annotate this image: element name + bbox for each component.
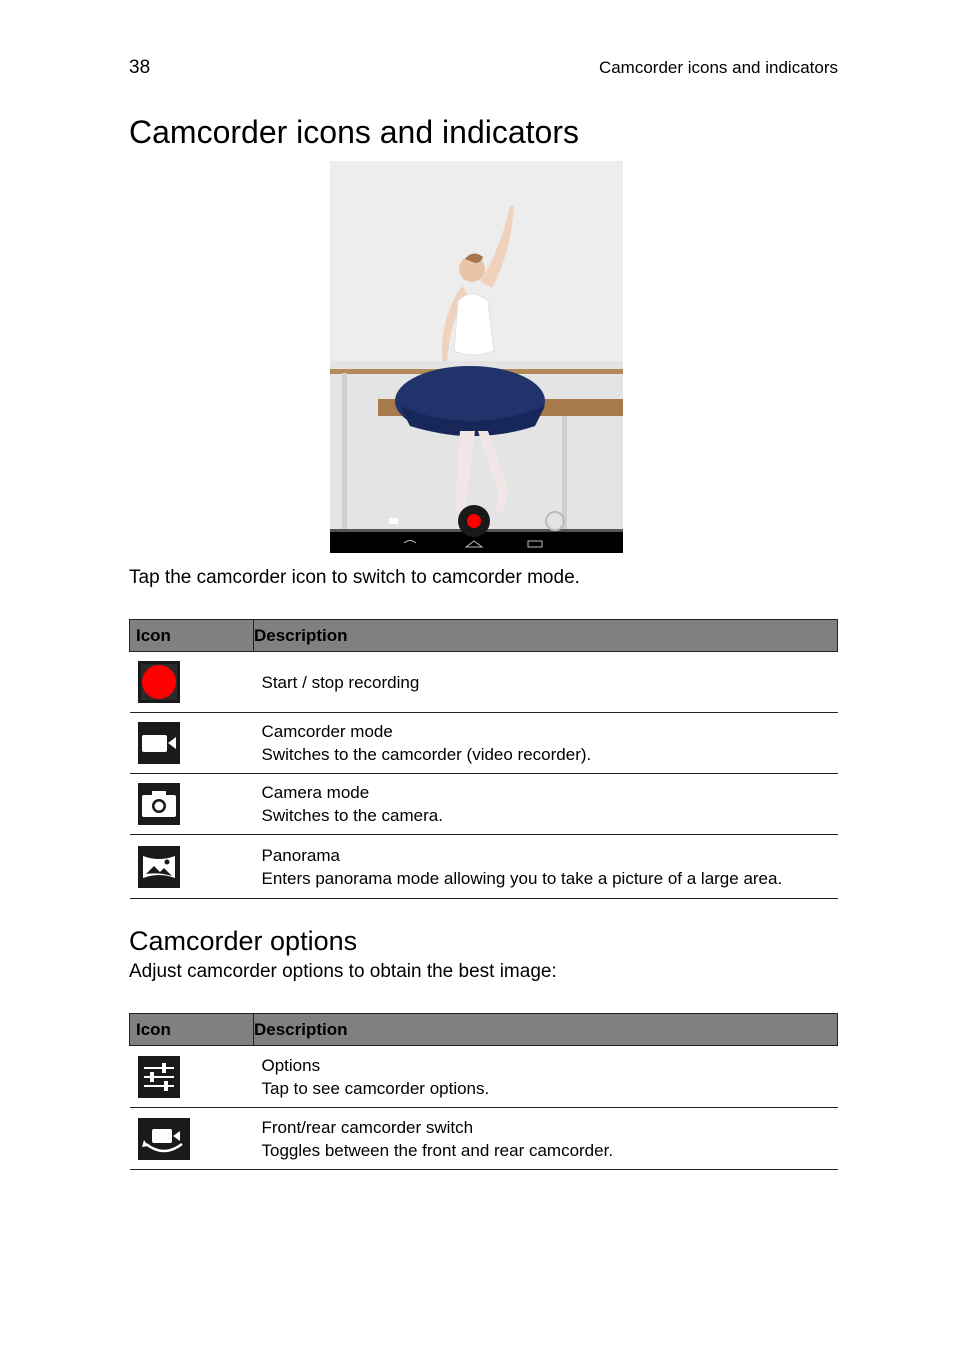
table-row	[130, 652, 838, 713]
row-title: Panorama	[261, 845, 340, 865]
section-title: Camcorder options	[129, 926, 358, 956]
camera-switch-icon	[138, 1118, 190, 1160]
row-title: Camcorder mode	[261, 722, 393, 741]
column-header-description: Description	[254, 1014, 838, 1046]
intro-text: Tap the camcorder icon to switch to camcorder mode.	[129, 567, 580, 588]
row-description: Enters panorama mode allowing you to take a picture of a large area.	[261, 868, 783, 888]
table-row	[130, 1108, 838, 1170]
camcorder-preview-image	[330, 161, 623, 553]
row-description: Switches to the camcorder (video recorder).	[261, 745, 592, 764]
panorama-icon	[138, 846, 180, 888]
row-description: Toggles between the front and rear camcorder.	[261, 1140, 614, 1160]
options-table	[129, 1013, 838, 1170]
table-row	[130, 835, 838, 899]
column-header-icon: Icon	[130, 1014, 254, 1046]
table-row	[130, 713, 838, 774]
table-row	[130, 774, 838, 835]
sliders-icon	[138, 1056, 180, 1098]
camera-icon	[138, 783, 180, 825]
row-description: Switches to the camera.	[261, 806, 443, 825]
row-title: Start / stop recording	[261, 672, 420, 692]
page-number: 38	[129, 57, 151, 78]
section-intro: Adjust camcorder options to obtain the best image:	[129, 961, 557, 982]
column-header-icon: Icon	[130, 620, 254, 652]
record-icon	[138, 661, 180, 703]
row-title: Camera mode	[261, 783, 370, 802]
row-title: Front/rear camcorder switch	[261, 1117, 474, 1137]
camcorder-icon	[138, 722, 180, 764]
running-head: Camcorder icons and indicators	[598, 58, 838, 77]
page-title: Camcorder icons and indicators	[129, 114, 579, 150]
row-description: Tap to see camcorder options.	[261, 1078, 490, 1098]
icons-table	[129, 619, 838, 899]
row-title: Options	[261, 1055, 321, 1075]
table-row	[130, 1046, 838, 1108]
column-header-description: Description	[254, 620, 838, 652]
